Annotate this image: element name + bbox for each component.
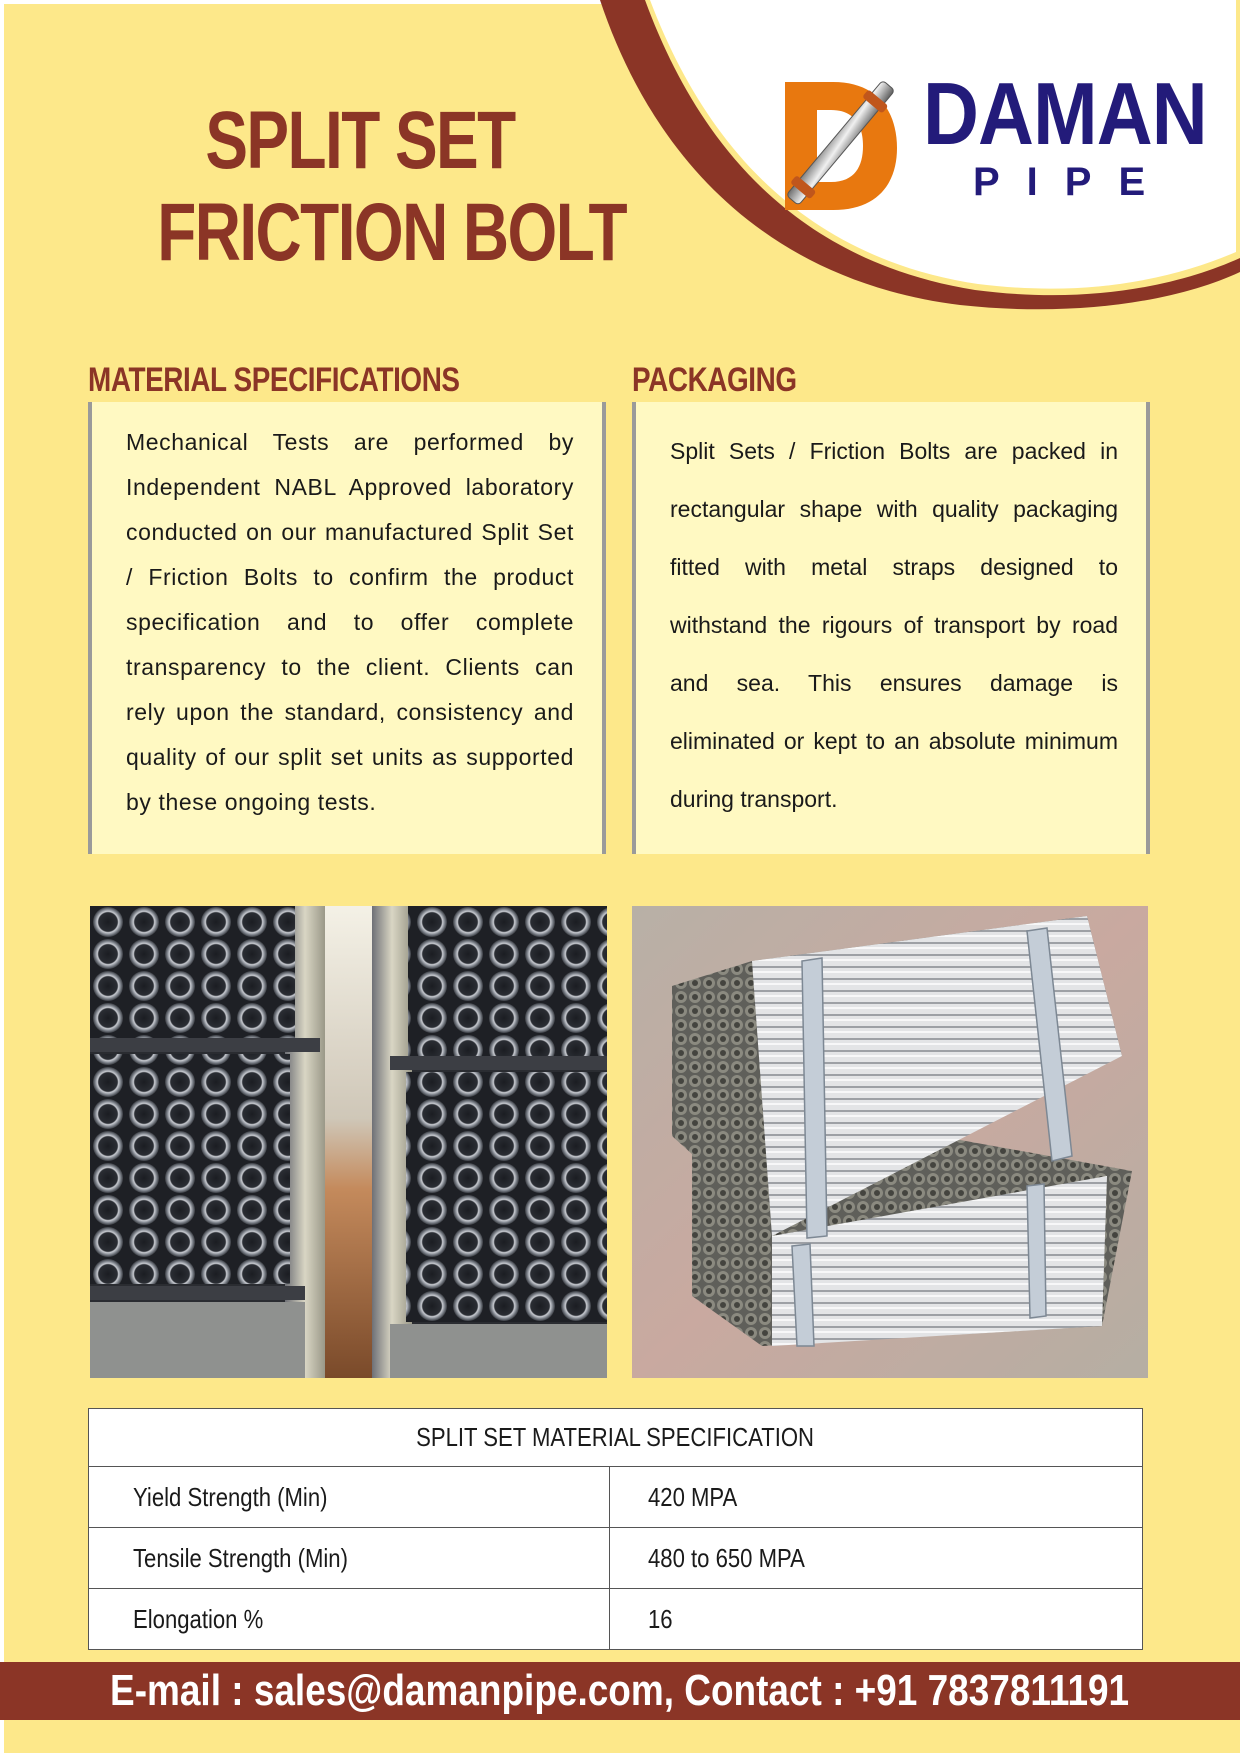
table-row — [89, 1467, 1143, 1528]
page-title — [157, 95, 627, 279]
table-cell-property: Tensile Strength (Min) — [89, 1528, 610, 1589]
table-cell-value: 420 MPA — [610, 1467, 1143, 1528]
material-specification-table — [88, 1408, 1143, 1650]
logo-brand-name: DAMAN — [923, 64, 1207, 163]
table-cell-value: 480 to 650 MPA — [610, 1528, 1143, 1589]
title-line-2: FRICTION BOLT — [157, 187, 627, 278]
packaging-heading: PACKAGING — [632, 361, 797, 399]
packaging-text: Split Sets / Friction Bolts are packed in rectangular shape with quality packaging fitted with metal straps designed to withstand the rigours of transport by road and sea. This ensures damage is eliminated or kept to an absolute minimum during transport. — [670, 438, 1118, 812]
logo-brand-sub: PIPE — [973, 160, 1173, 204]
daman-pipe-logo — [775, 64, 1215, 220]
table-title: SPLIT SET MATERIAL SPECIFICATION — [89, 1409, 1143, 1467]
table-row — [89, 1528, 1143, 1589]
material-specifications-heading: MATERIAL SPECIFICATIONS — [88, 361, 460, 399]
title-line-1: SPLIT SET — [205, 95, 515, 186]
tube-stacks-image — [90, 906, 607, 1378]
table-header-row — [89, 1409, 1143, 1467]
table-cell-property: Yield Strength (Min) — [89, 1467, 610, 1528]
pipe-with-d-logo-icon — [775, 70, 905, 215]
material-specifications-panel — [88, 402, 606, 854]
packaging-panel — [632, 402, 1150, 854]
table-cell-property: Elongation % — [89, 1589, 610, 1650]
bundled-split-sets-image — [632, 906, 1148, 1378]
contact-footer-bar — [0, 1662, 1240, 1720]
photo-tube-stacks — [90, 906, 607, 1378]
table-row — [89, 1589, 1143, 1650]
contact-line: E-mail : sales@damanpipe.com, Contact : +91 7837811191 — [110, 1666, 1130, 1715]
table-cell-value: 16 — [610, 1589, 1143, 1650]
material-specifications-text: Mechanical Tests are performed by Independent NABL Approved laboratory conducted on our manufactured Split Set / Friction Bolts to confirm the product specification and to offer complete transparency to the client. Clients can rely upon the standard, consistency and quality of our split set units as supported by these ongoing tests. — [126, 429, 574, 815]
photo-bundled-split-sets — [632, 906, 1148, 1378]
